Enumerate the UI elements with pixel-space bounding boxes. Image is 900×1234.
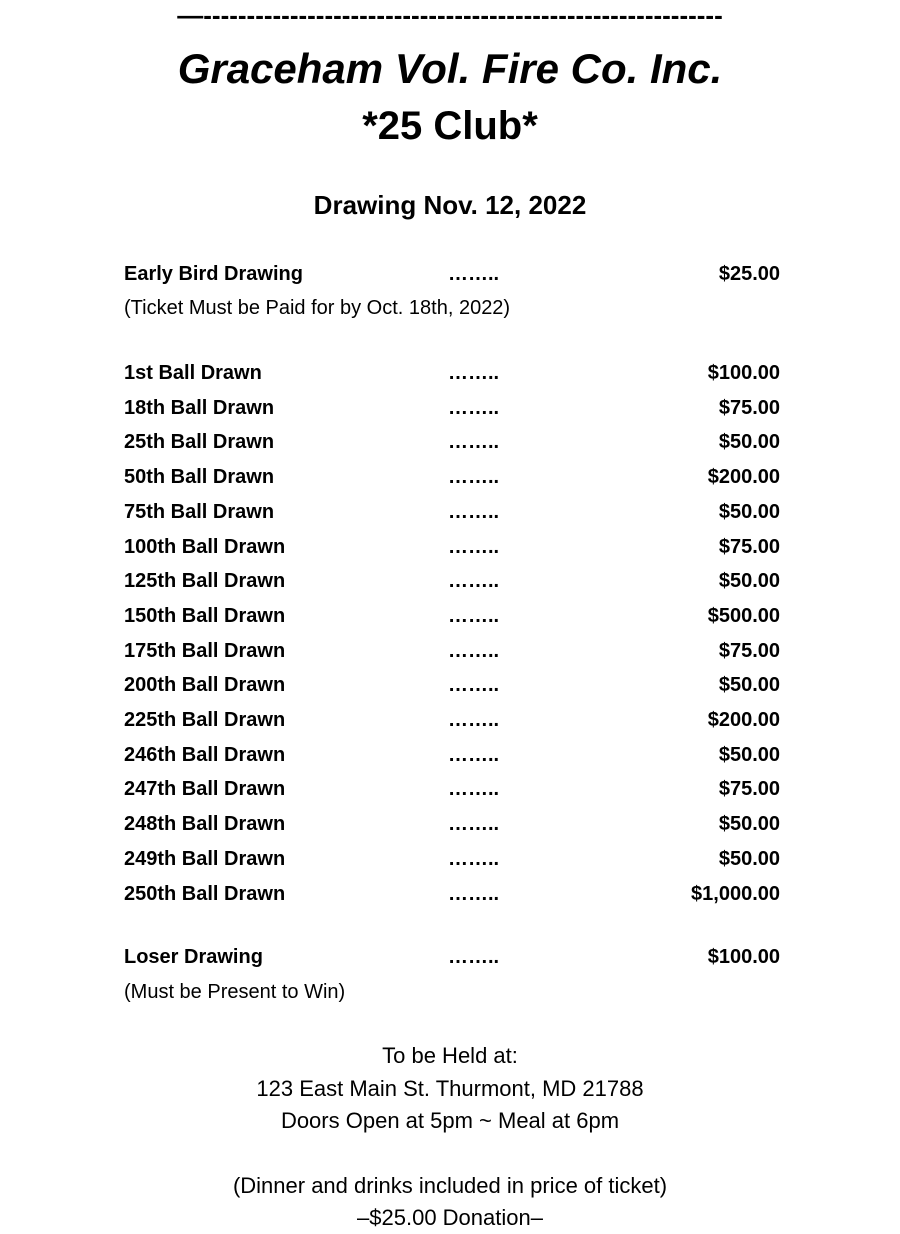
prize-row — [124, 670, 780, 700]
prize-name: 150th Ball Drawn — [124, 604, 286, 627]
prize-row — [124, 636, 780, 666]
prize-amount: $50.00 — [718, 500, 780, 523]
prize-row — [124, 809, 780, 839]
prize-name: 100th Ball Drawn — [124, 535, 286, 558]
prize-amount: $25.00 — [718, 263, 780, 285]
prize-row — [124, 705, 780, 735]
leader-dots: …….. — [448, 743, 500, 766]
prize-name: 1st Ball Drawn — [124, 362, 262, 384]
leader-dots: …….. — [448, 263, 500, 285]
prize-row — [124, 532, 780, 562]
venue-heading: To be Held at: — [382, 1043, 518, 1068]
prize-amount: $75.00 — [718, 639, 780, 662]
leader-dots: …….. — [448, 570, 500, 593]
prize-name: 75th Ball Drawn — [124, 500, 275, 523]
leader-dots: …….. — [448, 500, 500, 523]
early-bird-row — [124, 259, 780, 289]
leader-dots: …….. — [448, 466, 500, 489]
top-dashed-rule: —------------------------------------------------------------ — [177, 0, 723, 30]
prize-amount: $75.00 — [718, 535, 780, 558]
prize-row — [124, 497, 780, 527]
prize-row — [124, 601, 780, 631]
leader-dots: …….. — [448, 535, 500, 558]
prize-name: Early Bird Drawing — [124, 263, 303, 285]
prize-amount: $50.00 — [718, 743, 780, 766]
prize-name: 175th Ball Drawn — [124, 639, 286, 662]
prize-row — [124, 844, 780, 874]
prize-name: 250th Ball Drawn — [124, 882, 286, 905]
leader-dots: …….. — [448, 778, 500, 801]
prize-amount: $75.00 — [718, 778, 780, 801]
leader-dots: …….. — [448, 639, 500, 662]
leader-dots: …….. — [448, 709, 500, 731]
prize-name: Loser Drawing — [124, 946, 263, 968]
prize-name: 249th Ball Drawn — [124, 847, 286, 870]
prize-amount: $50.00 — [718, 674, 780, 697]
prize-amount: $100.00 — [707, 946, 780, 968]
prize-name: 125th Ball Drawn — [124, 570, 286, 593]
leader-dots: …….. — [448, 396, 500, 419]
prize-amount: $50.00 — [718, 847, 780, 870]
leader-dots: …….. — [448, 362, 500, 384]
prize-row — [124, 879, 780, 909]
loser-drawing-row — [124, 942, 780, 972]
prize-row — [124, 462, 780, 492]
organization-title: Graceham Vol. Fire Co. Inc. — [177, 45, 723, 92]
prize-name: 248th Ball Drawn — [124, 813, 286, 836]
prize-row — [124, 427, 780, 457]
prize-amount: $50.00 — [718, 570, 780, 593]
prize-amount: $50.00 — [718, 813, 780, 836]
loser-drawing-note: (Must be Present to Win) — [124, 981, 346, 1003]
prize-row — [124, 740, 780, 770]
leader-dots: …….. — [448, 882, 500, 905]
prize-row — [124, 774, 780, 804]
early-bird-note: (Ticket Must be Paid for by Oct. 18th, 2022) — [124, 297, 511, 319]
prize-row — [124, 566, 780, 596]
prize-name: 246th Ball Drawn — [124, 743, 286, 766]
prize-amount: $200.00 — [707, 709, 780, 731]
leader-dots: …….. — [448, 674, 500, 697]
prize-amount: $1,000.00 — [691, 882, 780, 905]
prize-name: 50th Ball Drawn — [124, 466, 275, 489]
prize-row — [124, 358, 780, 388]
included-note: (Dinner and drinks included in price of ticket) — [232, 1173, 668, 1198]
leader-dots: …….. — [448, 946, 500, 968]
prize-amount: $75.00 — [718, 396, 780, 419]
prize-name: 247th Ball Drawn — [124, 778, 286, 801]
leader-dots: …….. — [448, 604, 500, 627]
venue-times: Doors Open at 5pm ~ Meal at 6pm — [280, 1108, 620, 1133]
prize-amount: $500.00 — [707, 604, 780, 627]
leader-dots: …….. — [448, 847, 500, 870]
donation-line: –$25.00 Donation– — [357, 1205, 543, 1230]
club-title: *25 Club* — [362, 104, 538, 148]
venue-address: 123 East Main St. Thurmont, MD 21788 — [256, 1076, 644, 1101]
prize-amount: $50.00 — [718, 431, 780, 454]
prize-amount: $100.00 — [707, 362, 780, 384]
prize-name: 200th Ball Drawn — [124, 674, 286, 697]
prize-row — [124, 393, 780, 423]
prize-amount: $200.00 — [707, 466, 780, 489]
prize-name: 25th Ball Drawn — [124, 431, 275, 454]
leader-dots: …….. — [448, 431, 500, 454]
prize-name: 18th Ball Drawn — [124, 396, 275, 419]
drawing-date: Drawing Nov. 12, 2022 — [313, 190, 587, 220]
prize-name: 225th Ball Drawn — [124, 709, 286, 731]
leader-dots: …….. — [448, 813, 500, 836]
